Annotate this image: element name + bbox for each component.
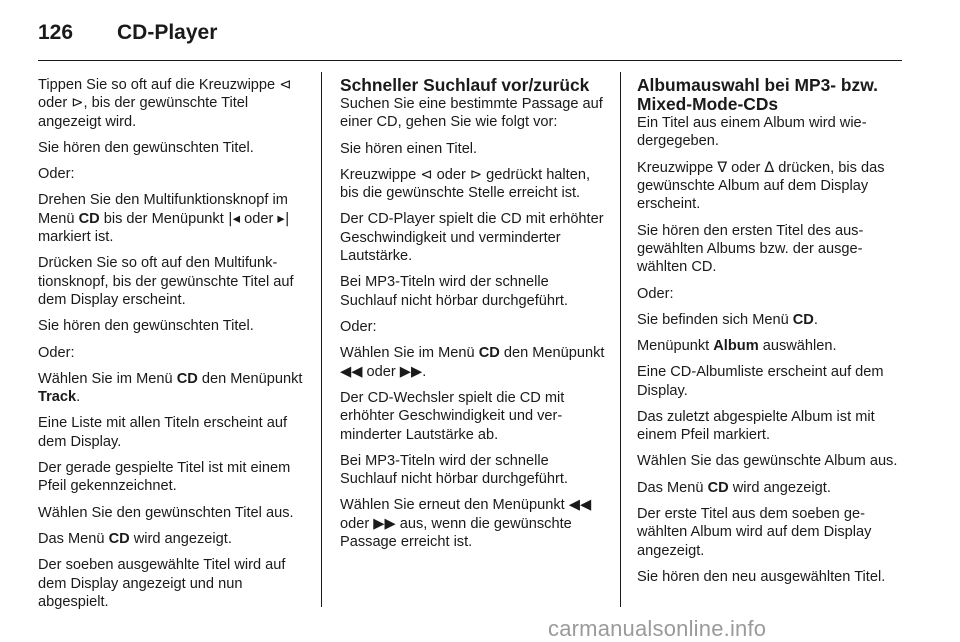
rewind-icon: ◀◀ xyxy=(340,362,363,380)
paragraph: Sie befinden sich Menü CD. xyxy=(637,311,818,328)
paragraph: Wählen Sie das gewünschte Album aus. xyxy=(637,453,898,470)
skip-back-icon: |◂ xyxy=(227,209,241,227)
prev-symbol-icon: ⊲ xyxy=(279,76,292,93)
paragraph: Bei MP3-Titeln wird der schnelle Suchlauf nicht hörbar durchgeführt. xyxy=(340,274,568,309)
paragraph: Wählen Sie den gewünschten Titel aus. xyxy=(38,504,294,521)
page-number: 126 xyxy=(38,21,74,44)
watermark: carmanualsonline.info xyxy=(548,616,767,641)
menu-cd-label: CD xyxy=(78,210,100,227)
paragraph: Das Menü CD wird angezeigt. xyxy=(38,530,232,547)
paragraph: Wählen Sie erneut den Menüpunkt ◀◀ oder ▶▶ aus, wenn die gewünschte Passage erreicht ist. xyxy=(340,496,592,551)
paragraph: Sie hören den gewünschten Titel. xyxy=(38,318,254,335)
paragraph: Bei MP3-Titeln wird der schnelle Suchlauf nicht hörbar durchgeführt. xyxy=(340,452,568,488)
up-symbol-icon: ∆ xyxy=(764,158,775,176)
paragraph: Oder: xyxy=(340,319,377,336)
page-title: CD-Player xyxy=(117,21,218,44)
down-symbol-icon: ∇ xyxy=(717,158,728,176)
paragraph: Der CD-Wechsler spielt die CD mit erhöhter Geschwindigkeit und verminderter Lautstärke ab. xyxy=(340,389,565,443)
page-header xyxy=(38,18,902,58)
section-heading: Albumauswahl bei MP3- bzw. Mixed-Mode-CDs xyxy=(637,75,878,114)
prev-symbol-icon: ⊲ xyxy=(420,165,433,183)
paragraph: Suchen Sie eine bestimmte Passage auf einer CD, gehen Sie wie folgt vor: xyxy=(340,96,603,131)
column-3 xyxy=(637,76,903,594)
paragraph: Oder: xyxy=(38,344,75,361)
paragraph: Das Menü CD wird angezeigt. xyxy=(637,479,831,496)
menu-cd-label: CD xyxy=(478,345,500,362)
paragraph: Sie hören einen Titel. xyxy=(340,140,478,157)
menu-cd-label: CD xyxy=(792,311,814,328)
paragraph: Drehen Sie den Multifunktionsknopf im Menü CD bis der Menüpunkt |◂ oder ▸| markiert ist. xyxy=(38,192,290,246)
menu-cd-label: CD xyxy=(707,479,729,496)
rewind-icon: ◀◀ xyxy=(568,496,592,514)
paragraph: Oder: xyxy=(637,285,674,302)
menu-album-label: Album xyxy=(713,338,759,355)
paragraph: Ein Titel aus einem Album wird wiedergegeben. xyxy=(637,115,867,150)
header-divider xyxy=(38,60,902,61)
paragraph: Kreuzwippe ∇ oder ∆ drücken, bis das gewünschte Album auf dem Display erscheint. xyxy=(637,158,885,213)
skip-forward-icon: ▸| xyxy=(277,209,290,227)
paragraph: Menüpunkt Album auswählen. xyxy=(637,338,837,355)
paragraph: Oder: xyxy=(38,166,75,183)
menu-cd-label: CD xyxy=(108,530,130,547)
paragraph: Sie hören den ersten Titel des ausgewählten Albums bzw. der ausgewählten CD. xyxy=(637,222,864,276)
paragraph: Eine CD-Albumliste erscheint auf dem Display. xyxy=(637,364,884,399)
paragraph: Kreuzwippe ⊲ oder ⊳ gedrückt halten, bis die gewünschte Stelle erreicht ist. xyxy=(340,165,591,202)
column-divider-1 xyxy=(321,72,322,607)
paragraph: Das zuletzt abgespielte Album ist mit einem Pfeil markiert. xyxy=(637,408,875,444)
paragraph: Drücken Sie so oft auf den Multifunktionsknopf, bis der gewünschte Titel auf dem Display erscheint. xyxy=(38,255,294,309)
column-1 xyxy=(38,76,306,619)
paragraph: Sie hören den gewünschten Titel. xyxy=(38,140,254,157)
paragraph: Wählen Sie im Menü CD den Menüpunkt ◀◀ oder ▶▶. xyxy=(340,345,605,380)
paragraph: Der gerade gespielte Titel ist mit einem Pfeil gekennzeichnet. xyxy=(38,460,291,495)
paragraph: Der erste Titel aus dem soeben gewählten Album wird auf dem Display angezeigt. xyxy=(637,505,872,559)
column-divider-2 xyxy=(620,72,621,607)
paragraph: Der CD-Player spielt die CD mit erhöhter Geschwindigkeit und verminderter Lautstärke. xyxy=(340,211,604,265)
paragraph: Sie hören den neu ausgewählten Titel. xyxy=(637,568,886,585)
menu-track-label: Track xyxy=(38,389,77,406)
menu-cd-label: CD xyxy=(176,370,198,387)
paragraph: Der soeben ausgewählte Titel wird auf dem Display angezeigt und nun abgespielt. xyxy=(38,557,286,610)
paragraph: Tippen Sie so oft auf die Kreuzwippe ⊲ oder ⊳, bis der gewünschte Titel angezeigt wird. xyxy=(38,76,292,130)
next-symbol-icon: ⊳ xyxy=(71,94,84,112)
fast-forward-icon: ▶▶ xyxy=(399,362,423,380)
section-heading: Schneller Suchlauf vor/zurück xyxy=(340,75,590,95)
paragraph: Eine Liste mit allen Titeln erscheint auf dem Display. xyxy=(38,415,288,450)
next-symbol-icon: ⊳ xyxy=(469,165,483,183)
fast-forward-icon: ▶▶ xyxy=(373,514,396,532)
paragraph: Wählen Sie im Menü CD den Menüpunkt Track. xyxy=(38,370,303,406)
column-2 xyxy=(340,76,606,560)
